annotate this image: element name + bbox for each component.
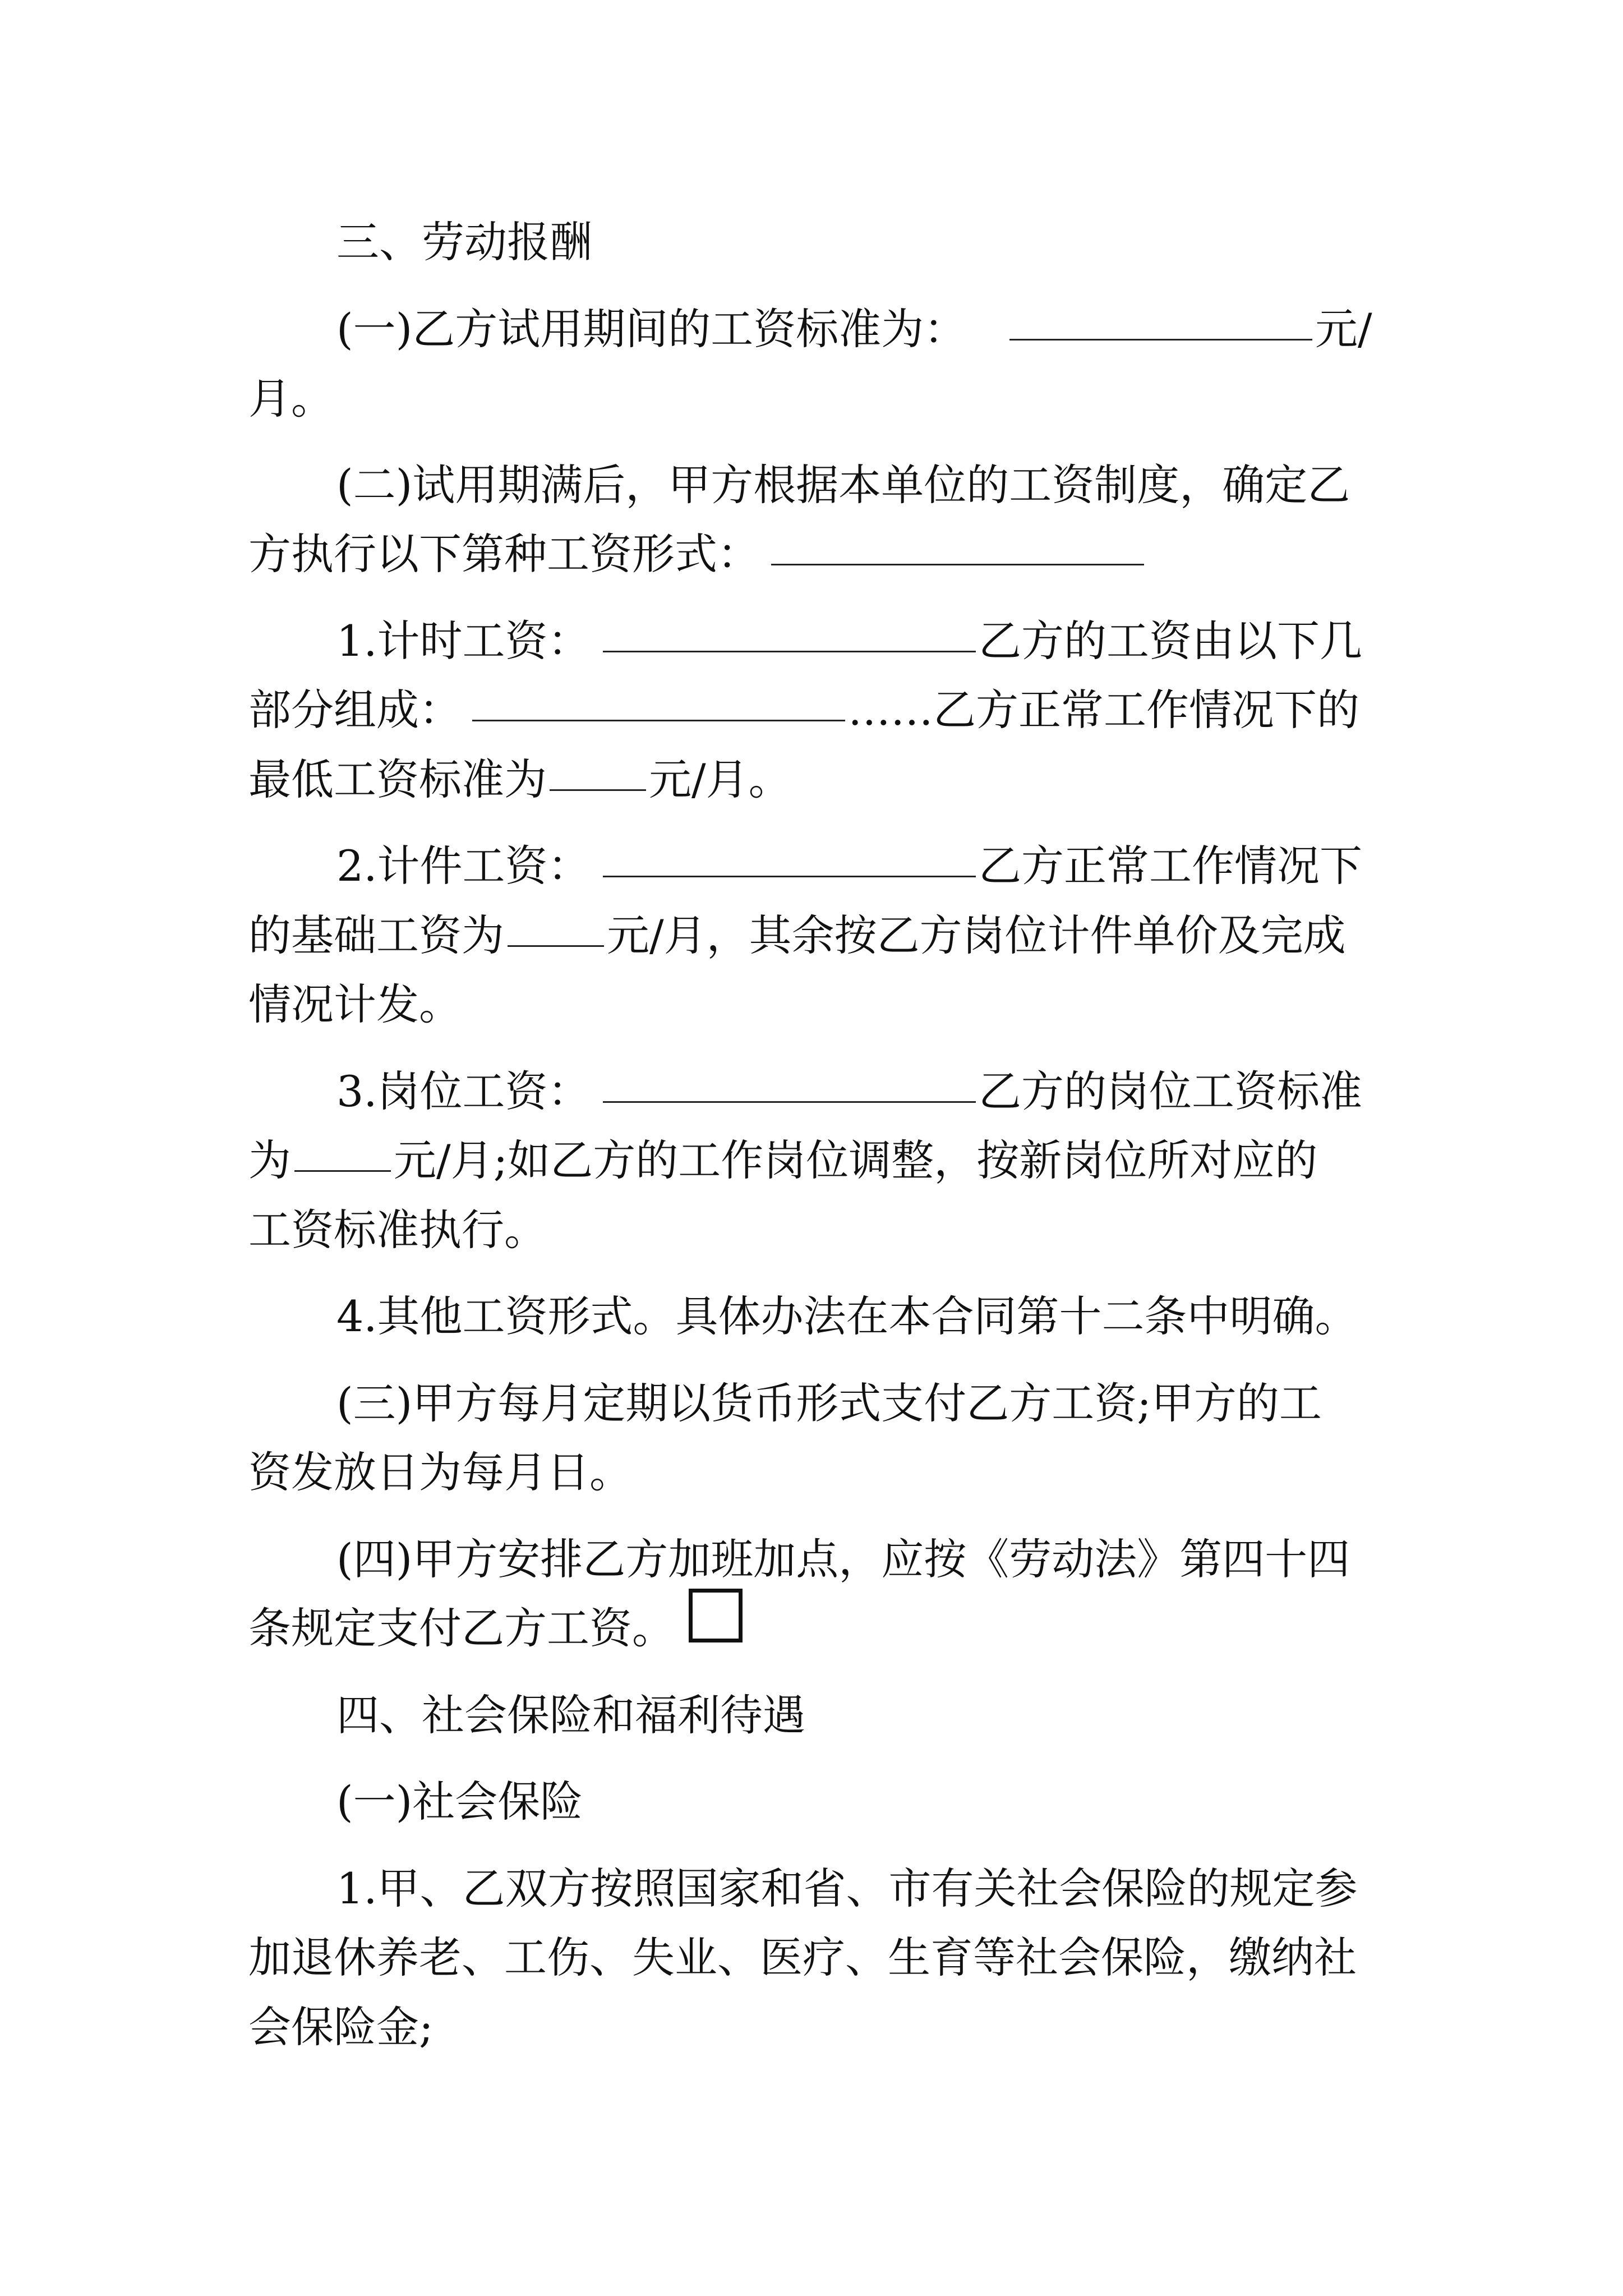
section-heading-labor-remuneration (0, 211, 1623, 273)
heading-text: 四、社会保险和福利待遇 (336, 1690, 805, 1740)
paragraph-line (0, 749, 1623, 811)
paragraph-text: (二)试用期满后，甲方根据本单位的工资制度，确定乙 (336, 460, 1350, 510)
paragraph-line (0, 1927, 1623, 1989)
paragraph-text: 元/月，其余按乙方岗位计件单价及完成 (607, 910, 1346, 960)
paragraph-line (0, 368, 1623, 430)
paragraph-text: 乙方正常工作情况下 (979, 841, 1362, 891)
paragraph-text: 工资标准执行。 (248, 1205, 547, 1255)
fill-blank[interactable] (472, 720, 845, 721)
paragraph-text: 最低工资标准为 (248, 754, 547, 804)
paragraph-text: 3.岗位工资： (336, 1066, 591, 1116)
paragraph-line (0, 679, 1623, 741)
paragraph-text: 条规定支付乙方工资。 (248, 1603, 675, 1653)
paragraph-hourly-wage (0, 610, 1623, 672)
fill-blank[interactable] (771, 564, 1144, 565)
paragraph-text: 情况计发。 (248, 979, 462, 1029)
paragraph-overtime (0, 1529, 1623, 1590)
paragraph-text: 部分组成： (248, 685, 462, 735)
paragraph-text: 的基础工资为 (248, 910, 504, 960)
paragraph-text: 1.计时工资： (336, 616, 591, 666)
paragraph-line (0, 1598, 1623, 1659)
fill-blank[interactable] (603, 876, 976, 877)
fill-blank[interactable] (550, 789, 646, 791)
fill-blank[interactable] (508, 945, 604, 947)
paragraph-line (0, 1130, 1623, 1191)
section-heading-social-insurance (0, 1685, 1623, 1746)
paragraph-line (0, 1996, 1623, 2058)
paragraph-text: 1.甲、乙双方按照国家和省、市有关社会保险的规定参 (336, 1864, 1358, 1913)
fill-blank[interactable] (603, 1101, 976, 1103)
paragraph-text: ……乙方正常工作情况下的 (848, 685, 1359, 735)
paragraph-line (0, 974, 1623, 1036)
heading-text: 三、劳动报酬 (336, 217, 592, 267)
fill-blank[interactable] (603, 651, 976, 652)
checkbox[interactable] (689, 1589, 743, 1642)
paragraph-text: (一)乙方试用期间的工资标准为： (336, 304, 967, 354)
paragraph-text: 2.计件工资： (336, 841, 591, 891)
paragraph-text: 月。 (248, 374, 334, 424)
paragraph-text: (三)甲方每月定期以货币形式支付乙方工资;甲方的工 (336, 1378, 1322, 1428)
paragraph-text: 元/月。 (649, 754, 791, 804)
subheading-social-insurance (0, 1771, 1623, 1833)
paragraph-monthly-payment (0, 1373, 1623, 1434)
paragraph-text: 为 (248, 1135, 291, 1185)
paragraph-line (0, 1199, 1623, 1261)
paragraph-probation-salary (0, 298, 1623, 360)
paragraph-text: 4.其他工资形式。具体办法在本合同第十二条中明确。 (336, 1291, 1358, 1341)
paragraph-other-wage (0, 1286, 1623, 1347)
paragraph-line (0, 1442, 1623, 1503)
paragraph-text: 乙方的工资由以下几 (979, 616, 1362, 666)
paragraph-text: 资发放日为每月日。 (248, 1447, 632, 1497)
paragraph-insurance-participation (0, 1858, 1623, 1920)
paragraph-text: 方执行以下第种工资形式： (248, 529, 760, 579)
paragraph-line (0, 905, 1623, 967)
paragraph-text: 元/月;如乙方的工作岗位调整，按新岗位所对应的 (394, 1135, 1318, 1185)
paragraph-text: 加退休养老、工伤、失业、医疗、生育等社会保险，缴纳社 (248, 1932, 1357, 1982)
fill-blank[interactable] (1009, 339, 1312, 341)
paragraph-text: (四)甲方安排乙方加班加点，应按《劳动法》第四十四 (336, 1534, 1350, 1584)
paragraph-piece-wage (0, 835, 1623, 897)
paragraph-line (0, 523, 1623, 585)
paragraph-text: 会保险金; (248, 2002, 434, 2052)
paragraph-post-wage (0, 1061, 1623, 1122)
paragraph-after-probation (0, 454, 1623, 516)
paragraph-text: 元/ (1315, 304, 1372, 354)
paragraph-text: 乙方的岗位工资标准 (979, 1066, 1362, 1116)
fill-blank[interactable] (294, 1170, 391, 1172)
heading-text: (一)社会保险 (336, 1777, 583, 1826)
